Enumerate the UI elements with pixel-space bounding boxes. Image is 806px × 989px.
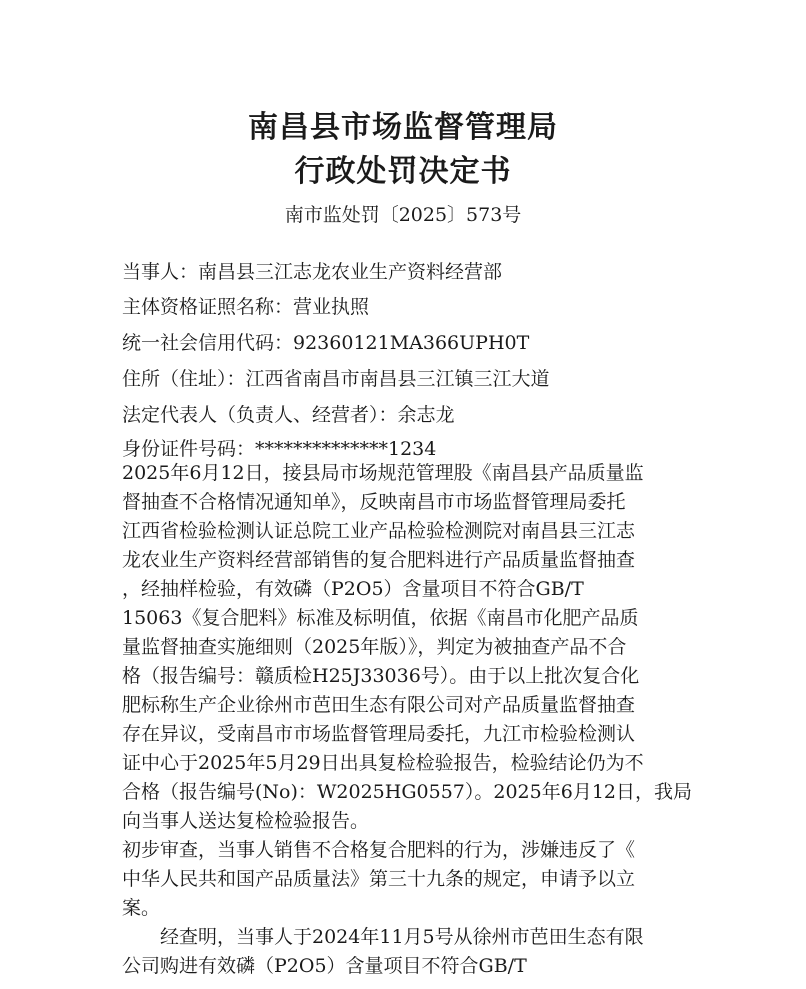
document-body xyxy=(122,459,702,981)
paragraph-case-source: 2025年6月12日，接县局市场规范管理股《南昌县产品质量监 督抽查不合格情况通知单》，反映南昌市市场监督管理局委托 江西省检验检测认证总院工业产品检验检测院对南昌县三江志 龙农业生产资料经营部销售的复合肥料进行产品质量监督抽查 ，经抽样检验，有效磷（P2O5）含量项目不符合GB/T 15063《复合肥料》标准及标明值，依据《南昌市化肥产品质 量监督抽查实施细则（2025年版）》，判定为被抽查产品不合 格（报告编号：赣质检H25J33036号）。由于以上批次复合化 肥标称生产企业徐州市芭田生态有限公司对产品质量监督抽查 存在异议，受南昌市市场监督管理局委托，九江市检验检测认 证中心于2025年5月29日出具复检检验报告，检验结论仍为不 合格（报告编号(No)：W2025HG0557）。2025年6月12日，我局 向当事人送达复检检验报告。 xyxy=(122,462,692,832)
party-id-number: 身份证件号码：**************1234 xyxy=(122,438,437,460)
document-title-agency: 南昌县市场监督管理局 xyxy=(248,110,558,145)
party-representative: 法定代表人（负责人、经营者）：余志龙 xyxy=(122,404,455,426)
document-number: 南市监处罚〔2025〕573号 xyxy=(284,204,522,226)
party-credit-code: 统一社会信用代码：92360121MA366UPH0T xyxy=(122,332,530,354)
paragraph-preliminary-review: 初步审查，当事人销售不合格复合肥料的行为，涉嫌违反了《 中华人民共和国产品质量法》第三十九条的规定，申请予以立 案。 xyxy=(122,839,636,919)
paragraph-findings: 经查明，当事人于2024年11月5号从徐州市芭田生态有限 公司购进有效磷（P2O5）含量项目不符合GB/T xyxy=(122,926,644,977)
party-license: 主体资格证照名称：营业执照 xyxy=(122,296,370,318)
party-address: 住所（住址）：江西省南昌市南昌县三江镇三江大道 xyxy=(122,368,550,390)
party-name: 当事人：南昌县三江志龙农业生产资料经营部 xyxy=(122,261,503,283)
document-title-type: 行政处罚决定书 xyxy=(294,154,512,189)
